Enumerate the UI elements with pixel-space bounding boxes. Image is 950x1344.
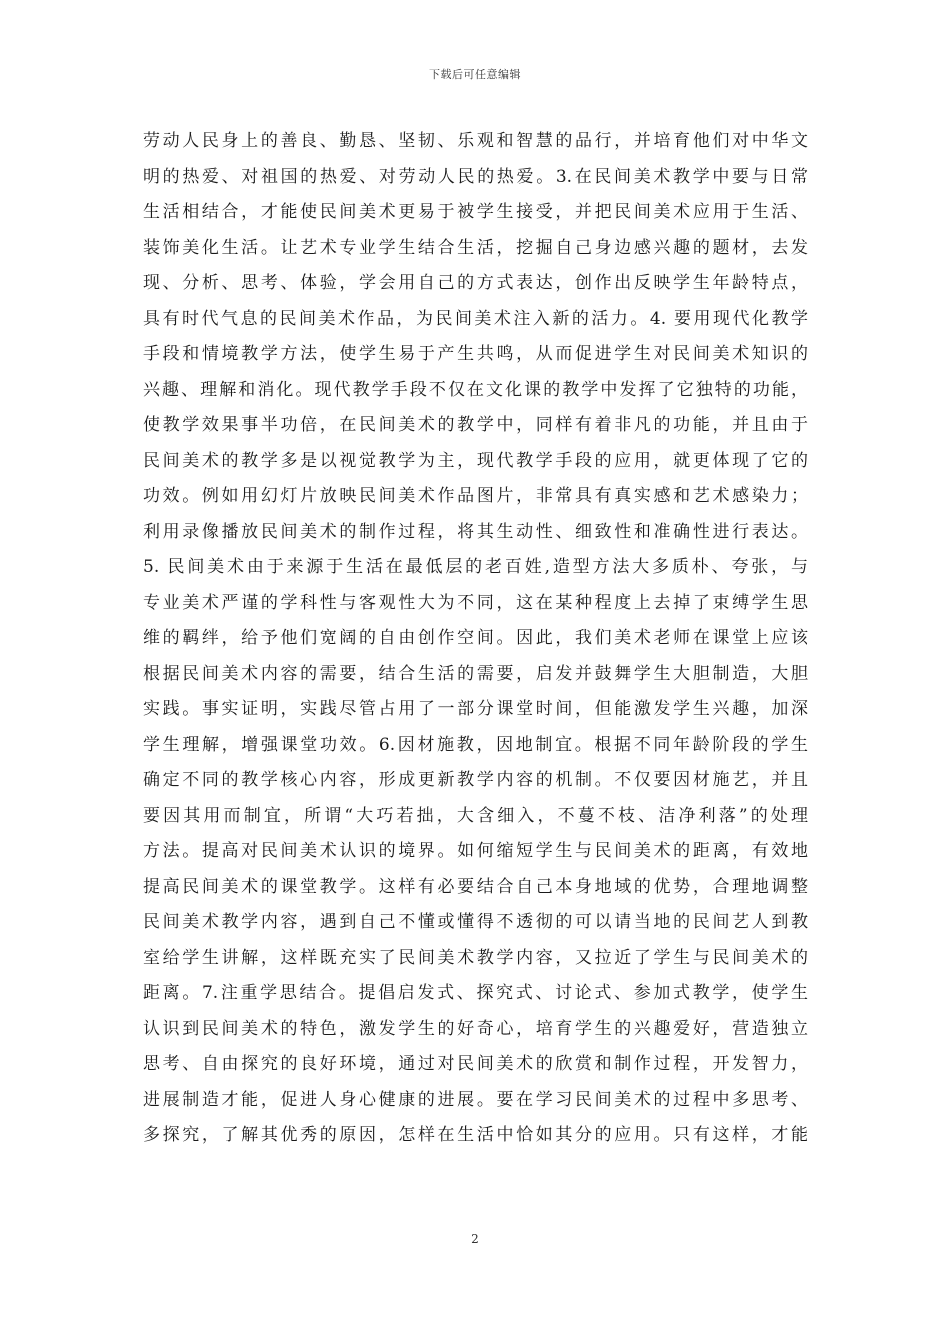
text-line: 生活相结合，才能使民间美术更易于被学生接受，并把民间美术应用于生活、 — [143, 202, 808, 222]
text-line: 装饰美化生活。让艺术专业学生结合生活，挖掘自己身边感兴趣的题材，去发 — [143, 237, 808, 258]
text-line: 使教学效果事半功倍，在民间美术的教学中，同样有着非凡的功能，并且由于 — [143, 415, 808, 435]
text-line: 利用录像播放民间美术的制作过程，将其生动性、细致性和准确性进行表达。 — [143, 521, 808, 542]
text-line: 多探究，了解其优秀的原因，怎样在生活中恰如其分的应用。只有这样，才能 — [143, 1125, 808, 1145]
text-line: 明的热爱、对祖国的热爱、对劳动人民的热爱。3.在民间美术教学中要与日常 — [143, 166, 808, 187]
text-line: 民间美术的教学多是以视觉教学为主，现代教学手段的应用，就更体现了它的 — [143, 450, 808, 471]
text-line: 实践。事实证明，实践尽管占用了一部分课堂时间，但能激发学生兴趣，加深 — [143, 699, 808, 719]
text-line: 手段和情境教学方法，使学生易于产生共鸣，从而促进学生对民间美术知识的 — [143, 344, 808, 364]
text-line: 学生理解，增强课堂功效。6.因材施教，因地制宜。根据不同年龄阶段的学生 — [143, 734, 808, 755]
text-line: 民间美术教学内容，遇到自己不懂或懂得不透彻的可以请当地的民间艺人到教 — [143, 912, 808, 932]
text-line: 提高民间美术的课堂教学。这样有必要结合自己本身地域的优势，合理地调整 — [143, 876, 808, 897]
text-line: 认识到民间美术的特色，激发学生的好奇心，培育学生的兴趣爱好，营造独立 — [143, 1018, 808, 1039]
text-line: 功效。例如用幻灯片放映民间美术作品图片，非常具有真实感和艺术感染力； — [143, 486, 808, 506]
text-line: 要因其用而制宜，所谓“大巧若拙，大含细入，不蔓不枝、洁净利落”的处理 — [143, 805, 808, 826]
text-line: 思考、自由探究的良好环境，通过对民间美术的欣赏和制作过程，开发智力， — [143, 1054, 808, 1074]
text-line: 具有时代气息的民间美术作品，为民间美术注入新的活力。4. 要用现代化教学 — [143, 308, 808, 329]
text-line: 进展制造才能，促进人身心健康的进展。要在学习民间美术的过程中多思考、 — [143, 1089, 808, 1110]
text-line: 距离。7.注重学思结合。提倡启发式、探究式、讨论式、参加式教学，使学生 — [143, 983, 808, 1003]
text-line: 室给学生讲解，这样既充实了民间美术教学内容，又拉近了学生与民间美术的 — [143, 947, 808, 968]
text-line: 现、分析、思考、体验，学会用自己的方式表达，创作出反映学生年龄特点， — [143, 273, 808, 293]
text-line: 维的羁绊，给予他们宽阔的自由创作空间。因此，我们美术老师在课堂上应该 — [143, 628, 808, 648]
text-line: 劳动人民身上的善良、勤恳、坚韧、乐观和智慧的品行，并培育他们对中华文 — [143, 131, 808, 151]
text-line: 方法。提高对民间美术认识的境界。如何缩短学生与民间美术的距离，有效地 — [143, 841, 808, 861]
body-text — [143, 124, 808, 1154]
text-line: 确定不同的教学核心内容，形成更新教学内容的机制。不仅要因材施艺，并且 — [143, 770, 808, 790]
text-line: 根据民间美术内容的需要，结合生活的需要，启发并鼓舞学生大胆制造，大胆 — [143, 663, 808, 684]
text-line: 5. 民间美术由于来源于生活在最低层的老百姓,造型方法大多质朴、夸张，与 — [143, 557, 808, 577]
text-line: 兴趣、理解和消化。现代教学手段不仅在文化课的教学中发挥了它独特的功能， — [143, 379, 808, 400]
page-header: 下载后可任意编辑 — [429, 68, 521, 81]
text-line: 专业美术严谨的学科性与客观性大为不同，这在某种程度上去掉了束缚学生思 — [143, 592, 808, 613]
page-number: 2 — [471, 1232, 479, 1246]
